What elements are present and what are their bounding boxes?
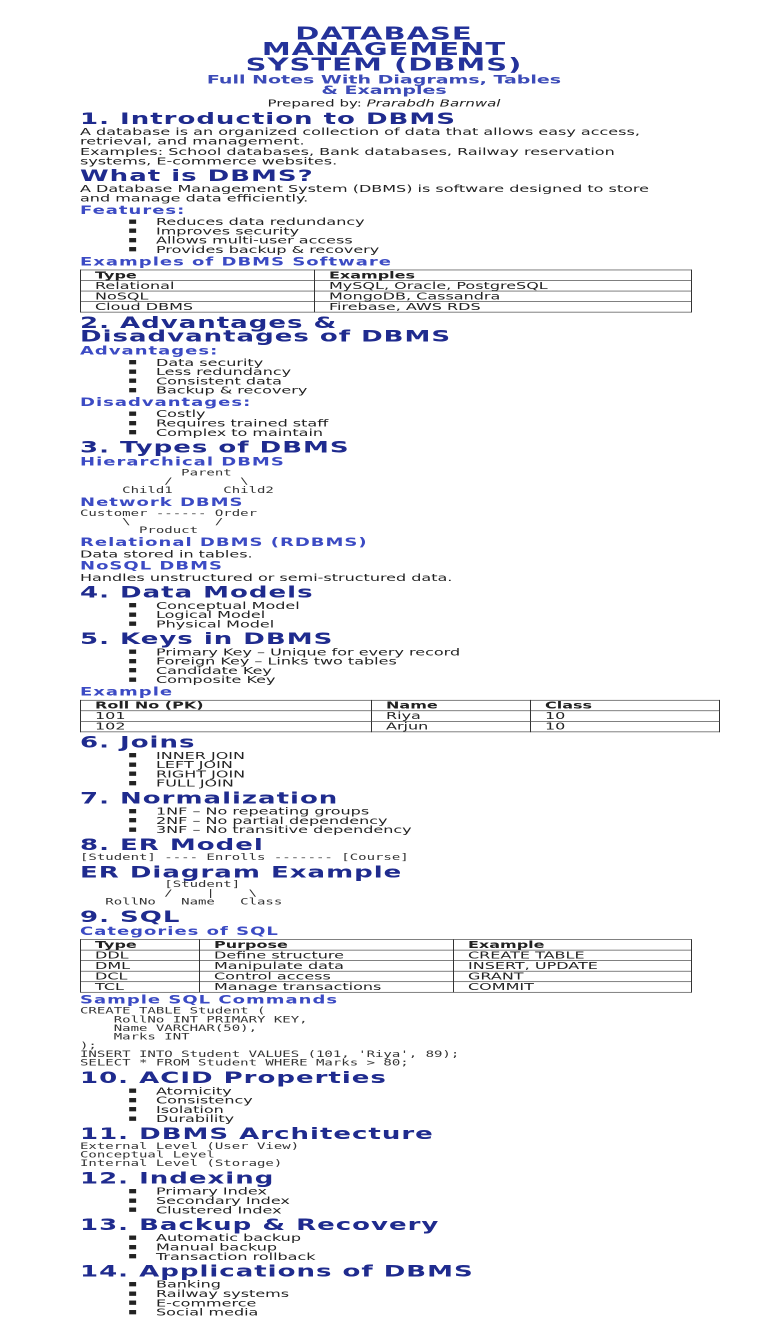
list-item: ▪ Provides backup & recovery <box>128 245 768 254</box>
list-item: ▪ Primary Index <box>128 1187 768 1196</box>
list-item: ▪ E-commerce <box>128 1298 768 1307</box>
list-item: ▪ Manual backup <box>128 1242 768 1251</box>
examples-paragraph: Examples: School databases, Bank databases, Railway reservation systems, E-commerce websites. <box>80 145 615 167</box>
table-header-cell: Type <box>81 940 200 951</box>
table-cell: 10 <box>531 721 720 732</box>
list-item: ▪ 1NF – No repeating groups <box>128 807 768 816</box>
section-heading: ER Diagram Example <box>80 863 403 882</box>
table-header-cell: Example <box>454 940 692 951</box>
table-header-cell: Class <box>531 700 720 711</box>
section-heading: 6. Joins <box>80 733 196 753</box>
keys-example-table <box>80 700 720 732</box>
subtitle-line: Full Notes With Diagrams, Tables <box>206 73 562 87</box>
table-cell: MongoDB, Cassandra <box>315 291 692 302</box>
section-heading: 7. Normalization <box>80 789 339 808</box>
subheading: Hierarchical DBMS <box>80 455 285 469</box>
subheading: Relational DBMS (RDBMS) <box>80 536 368 550</box>
list-item: ▪ Consistent data <box>128 376 768 385</box>
table-cell: GRANT <box>454 971 692 982</box>
section-heading: 8. ER Model <box>80 835 264 855</box>
table-cell: TCL <box>81 982 200 993</box>
table-row <box>81 982 692 993</box>
table-row <box>81 721 720 732</box>
section-heading: What is DBMS? <box>80 166 314 186</box>
table-cell: 10 <box>531 711 720 722</box>
list-item: ▪ Conceptual Model <box>128 601 768 610</box>
data-models-list <box>128 601 768 629</box>
subheading: NoSQL DBMS <box>80 559 223 573</box>
list-item: ▪ Composite Key <box>128 675 768 684</box>
section-heading: 3. Types of DBMS <box>80 438 350 457</box>
table-row <box>81 950 692 961</box>
table-row <box>81 971 692 982</box>
table-cell: MySQL, Oracle, PostgreSQL <box>315 281 692 292</box>
list-item: ▪ Costly <box>128 409 768 418</box>
table-cell: 101 <box>81 711 372 722</box>
keys-list <box>128 647 768 684</box>
backup-list <box>128 1233 768 1261</box>
joins-list <box>128 751 768 788</box>
list-item: ▪ LEFT JOIN <box>128 760 768 769</box>
list-item: ▪ 2NF – No partial dependency <box>128 816 768 825</box>
table-cell: Cloud DBMS <box>81 302 315 313</box>
table-header-cell: Roll No (PK) <box>81 700 372 711</box>
indexing-list <box>128 1187 768 1215</box>
subheading: Examples of DBMS Software <box>80 255 392 269</box>
er-model-diagram: [Student] ---- Enrolls ------- [Course] <box>80 852 409 863</box>
list-item: ▪ Automatic backup <box>128 1233 768 1242</box>
list-item: ▪ Reduces data redundancy <box>128 217 768 226</box>
list-item: ▪ Clustered Index <box>128 1205 768 1214</box>
table-cell: Define structure <box>200 950 454 961</box>
table-cell: Firebase, AWS RDS <box>315 302 692 313</box>
table-cell: DDL <box>81 950 200 961</box>
dbms-software-table <box>80 270 692 313</box>
section-heading: 10. ACID Properties <box>80 1068 387 1088</box>
list-item: ▪ Banking <box>128 1280 768 1289</box>
subheading: Features: <box>80 203 186 217</box>
heading-line: 2. Advantages & <box>80 313 338 333</box>
list-item: ▪ Secondary Index <box>128 1196 768 1205</box>
document-content <box>0 22 768 1318</box>
title-line: DATABASE <box>295 22 473 44</box>
list-item: ▪ Less redundancy <box>128 367 768 376</box>
list-item: ▪ 3NF – No transitive dependency <box>128 825 768 834</box>
network-diagram: Customer ------ Order \ / Product <box>80 508 258 536</box>
er-example-diagram: [Student] / | \ RollNo Name Class <box>105 879 283 908</box>
section-heading: 4. Data Models <box>80 583 314 602</box>
list-item: ▪ RIGHT JOIN <box>128 769 768 778</box>
list-item: ▪ Allows multi-user access <box>128 236 768 245</box>
section-heading: 14. Applications of DBMS <box>80 1262 474 1281</box>
subtitle-line: & Examples <box>321 83 447 98</box>
list-item: ▪ Durability <box>128 1114 768 1123</box>
table-cell: DML <box>81 961 200 972</box>
list-item: ▪ INNER JOIN <box>128 751 768 760</box>
nosql-paragraph: Handles unstructured or semi-structured data. <box>80 571 453 584</box>
table-cell: Control access <box>200 971 454 982</box>
intro-paragraph: A database is an organized collection of data that allows easy access, retrieval, and management. <box>80 125 640 147</box>
section-heading: 12. Indexing <box>80 1169 275 1188</box>
table-cell: 102 <box>81 721 372 732</box>
list-item: ▪ FULL JOIN <box>128 779 768 788</box>
table-header-row <box>81 940 692 951</box>
table-cell: Riya <box>372 711 531 722</box>
list-item: ▪ Candidate Key <box>128 666 768 675</box>
section-heading: 13. Backup & Recovery <box>80 1215 440 1235</box>
list-item: ▪ Improves security <box>128 226 768 235</box>
title-line: MANAGEMENT <box>261 38 507 60</box>
document-subtitle <box>0 75 768 96</box>
normalization-list <box>128 807 768 835</box>
section-heading <box>80 313 768 346</box>
list-item: ▪ Data security <box>128 358 768 367</box>
definition-paragraph: A Database Management System (DBMS) is software designed to store and manage data efficiently. <box>80 182 649 204</box>
table-cell: NoSQL <box>81 291 315 302</box>
list-item: ▪ Primary Key – Unique for every record <box>128 647 768 656</box>
acid-list <box>128 1086 768 1123</box>
subheading: Example <box>80 685 174 699</box>
table-cell: INSERT, UPDATE <box>454 961 692 972</box>
rdbms-paragraph: Data stored in tables. <box>80 548 253 560</box>
table-row <box>81 961 692 972</box>
subheading: Sample SQL Commands <box>80 993 339 1007</box>
list-item: ▪ Logical Model <box>128 610 768 619</box>
title-line: SYSTEM (DBMS) <box>245 53 523 75</box>
table-cell: Relational <box>81 281 315 292</box>
table-cell: Arjun <box>372 721 531 732</box>
applications-list <box>128 1280 768 1317</box>
list-item: ▪ Backup & recovery <box>128 386 768 395</box>
table-header-cell: Purpose <box>200 940 454 951</box>
prepared-label: Prepared by: <box>267 97 362 110</box>
section-heading: 1. Introduction to DBMS <box>80 109 456 129</box>
table-header-cell: Name <box>372 700 531 711</box>
section-heading: 5. Keys in DBMS <box>80 629 334 649</box>
table-cell: DCL <box>81 971 200 982</box>
list-item: ▪ Consistency <box>128 1096 768 1105</box>
list-item: ▪ Isolation <box>128 1105 768 1114</box>
author-name: Prarabdh Barnwal <box>366 97 501 110</box>
table-cell: Manage transactions <box>200 982 454 993</box>
table-cell: Manipulate data <box>200 961 454 972</box>
list-item: ▪ Requires trained staff <box>128 418 768 427</box>
table-header-cell: Examples <box>315 270 692 281</box>
author-line <box>0 99 768 109</box>
list-item: ▪ Social media <box>128 1308 768 1317</box>
advantages-list <box>128 358 768 395</box>
section-heading: 11. DBMS Architecture <box>80 1124 434 1144</box>
list-item: ▪ Transaction rollback <box>128 1252 768 1261</box>
subheading: Advantages: <box>80 344 219 358</box>
document-title <box>0 22 768 75</box>
sql-categories-table <box>80 939 692 992</box>
architecture-diagram: External Level (User View) Conceptual Level Internal Level (Storage) <box>80 1141 300 1169</box>
section-heading: 9. SQL <box>80 907 181 927</box>
heading-line: Disadvantages of DBMS <box>80 327 452 346</box>
table-row <box>81 302 692 313</box>
table-cell: COMMIT <box>454 982 692 993</box>
disadvantages-list <box>128 409 768 437</box>
subheading: Network DBMS <box>80 495 244 509</box>
list-item: ▪ Railway systems <box>128 1289 768 1298</box>
list-item: ▪ Foreign Key – Links two tables <box>128 657 768 666</box>
table-header-cell: Type <box>81 270 315 281</box>
list-item: ▪ Complex to maintain <box>128 428 768 437</box>
subheading: Categories of SQL <box>80 925 279 939</box>
list-item: ▪ Atomicity <box>128 1086 768 1095</box>
features-list <box>128 217 768 254</box>
list-item: ▪ Physical Model <box>128 619 768 628</box>
hierarchical-diagram: Parent / \ Child1 Child2 <box>122 468 274 496</box>
table-cell: CREATE TABLE <box>454 950 692 961</box>
sql-code-block: CREATE TABLE Student ( RollNo INT PRIMARY KEY, Name VARCHAR(50), Marks INT ); INSERT INTO Student VALUES (101, 'Riya', 89); SELECT * FROM Student WHERE Marks > 80; <box>80 1006 460 1069</box>
subheading: Disadvantages: <box>80 396 252 410</box>
